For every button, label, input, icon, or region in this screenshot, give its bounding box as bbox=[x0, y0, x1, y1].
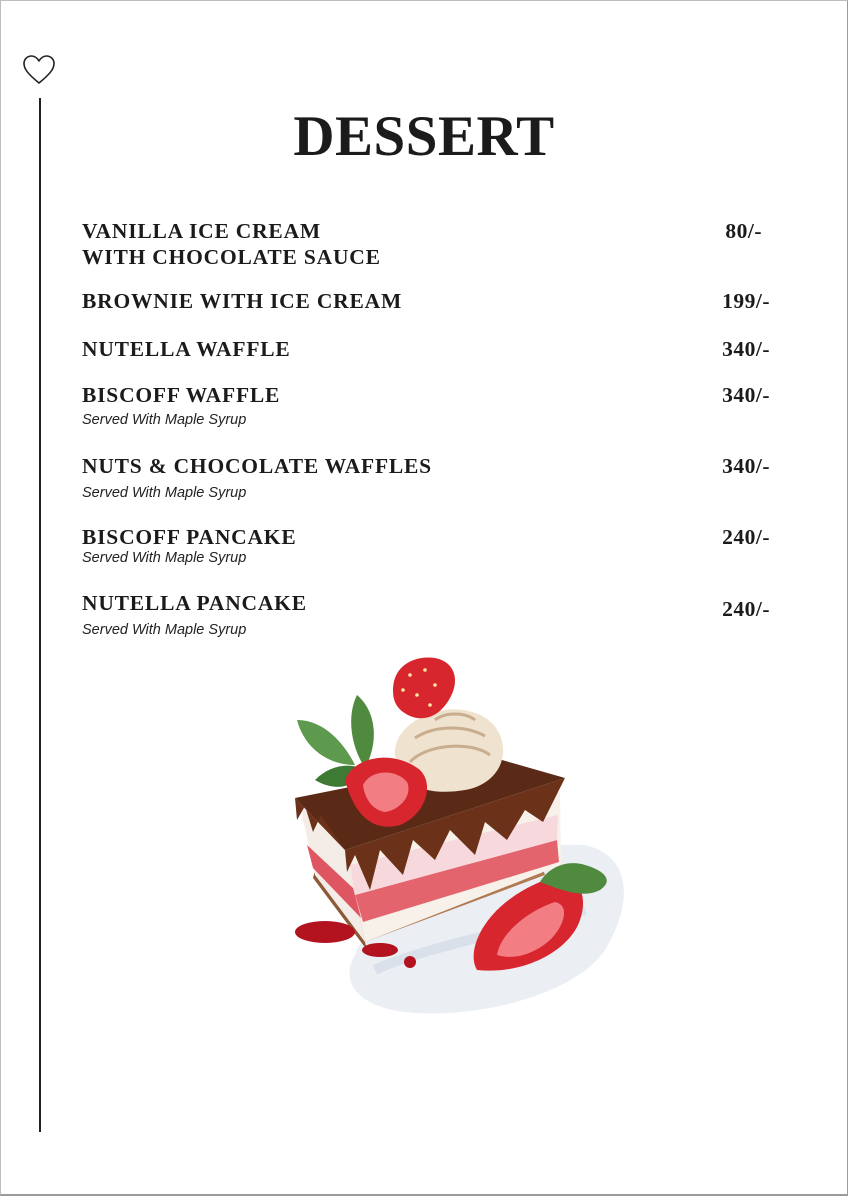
menu-item bbox=[82, 288, 772, 314]
heart-icon bbox=[22, 54, 56, 86]
item-name: NUTS & CHOCOLATE WAFFLES bbox=[82, 454, 432, 478]
strawberry-cake-slice-illustration bbox=[285, 650, 625, 1030]
decorative-vertical-line bbox=[39, 98, 41, 1132]
item-price: 340/- bbox=[722, 454, 770, 478]
item-note: Served With Maple Syrup bbox=[82, 485, 247, 501]
item-price: 240/- bbox=[722, 525, 770, 549]
page-title: DESSERT bbox=[293, 105, 555, 168]
item-price: 199/- bbox=[722, 289, 770, 313]
item-price: 340/- bbox=[722, 383, 770, 407]
item-note: Served With Maple Syrup bbox=[82, 622, 247, 638]
item-name: VANILLA ICE CREAM WITH CHOCOLATE SAUCE bbox=[82, 219, 381, 269]
item-price: 340/- bbox=[722, 337, 770, 361]
menu-item bbox=[82, 590, 772, 638]
menu-item bbox=[82, 218, 772, 270]
menu-item bbox=[82, 453, 772, 501]
item-name: NUTELLA PANCAKE bbox=[82, 591, 307, 615]
item-name: BISCOFF PANCAKE bbox=[82, 525, 297, 549]
item-price: 240/- bbox=[722, 597, 770, 621]
menu-item bbox=[82, 336, 772, 362]
item-name: BROWNIE WITH ICE CREAM bbox=[82, 289, 403, 313]
item-price: 80/- bbox=[725, 219, 762, 243]
menu-item bbox=[82, 382, 772, 428]
menu-item bbox=[82, 524, 772, 566]
item-note: Served With Maple Syrup bbox=[82, 550, 247, 566]
item-note: Served With Maple Syrup bbox=[82, 412, 247, 428]
item-name: BISCOFF WAFFLE bbox=[82, 383, 281, 407]
item-name: NUTELLA WAFFLE bbox=[82, 337, 291, 361]
